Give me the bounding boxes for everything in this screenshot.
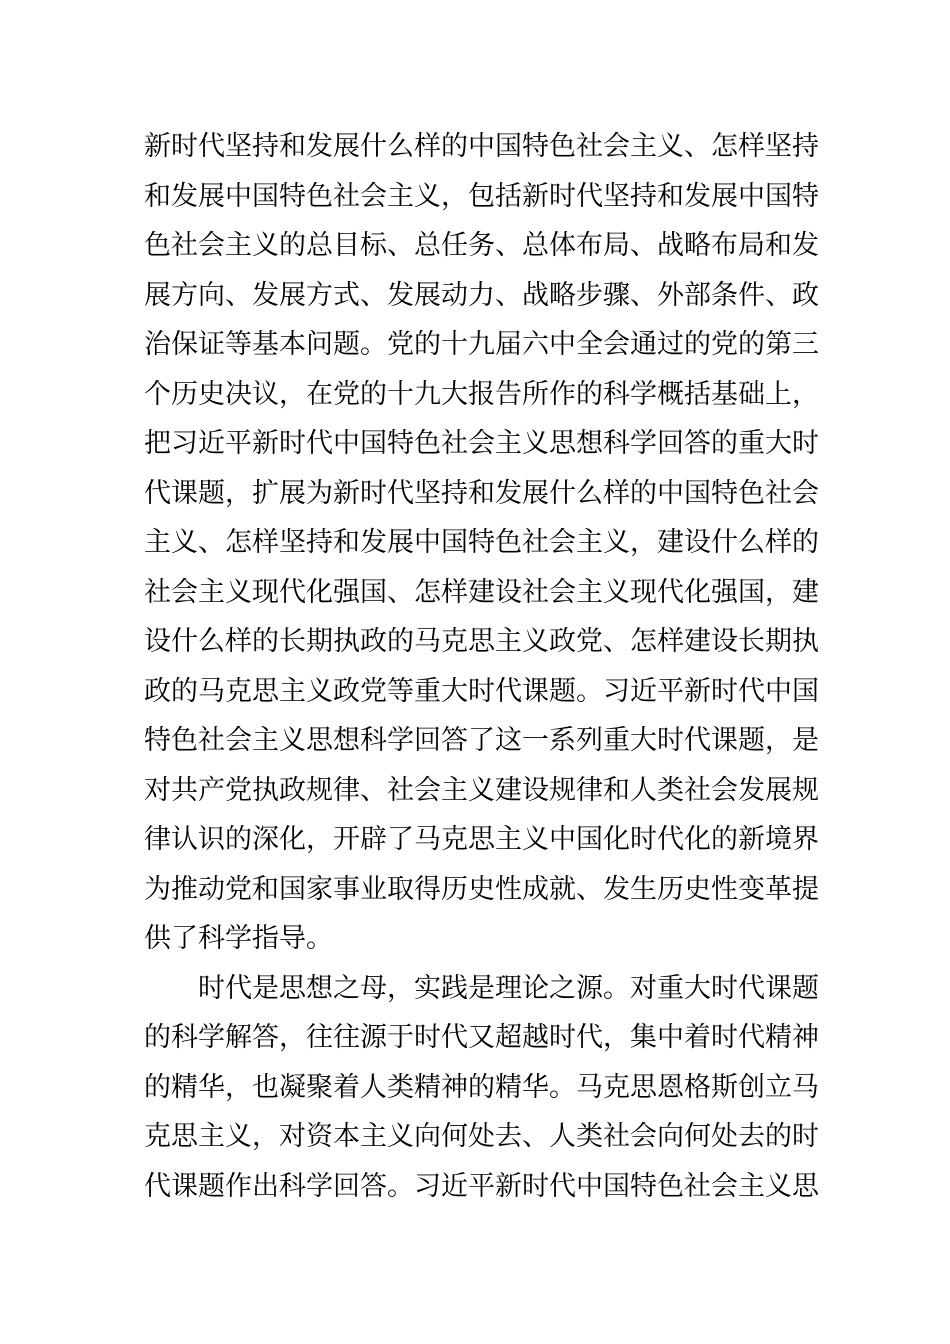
paragraph-1	[144, 122, 819, 964]
text-line: 色社会主义的总目标、总任务、总体布局、战略布局和发	[144, 230, 819, 261]
body-text	[144, 122, 819, 1211]
text-line: 展方向、发展方式、发展动力、战略步骤、外部条件、政	[144, 279, 819, 311]
text-line: 律认识的深化，开辟了马克思主义中国化时代化的新境界	[144, 824, 819, 855]
text-line: 个历史决议，在党的十九大报告所作的科学概括基础上，	[144, 378, 819, 410]
text-line: 的科学解答，往往源于时代又超越时代，集中着时代精神	[144, 1022, 819, 1053]
text-line: 对共产党执政规律、社会主义建设规律和人类社会发展规	[144, 774, 819, 806]
text-line: 和发展中国特色社会主义，包括新时代坚持和发展中国特	[144, 180, 819, 212]
text-line: 特色社会主义思想科学回答了这一系列重大时代课题，是	[144, 725, 819, 756]
text-line: 为推动党和国家事业取得历史性成就、发生历史性变革提	[144, 873, 819, 905]
text-line: 的精华，也凝聚着人类精神的精华。马克思恩格斯创立马	[144, 1071, 819, 1103]
text-line: 主义、怎样坚持和发展中国特色社会主义，建设什么样的	[144, 527, 819, 558]
text-line: 时代是思想之母，实践是理论之源。对重大时代课题	[198, 972, 819, 1004]
text-line: 社会主义现代化强国、怎样建设社会主义现代化强国，建	[144, 576, 819, 608]
text-line: 新时代坚持和发展什么样的中国特色社会主义、怎样坚持	[144, 131, 819, 162]
text-line: 设什么样的长期执政的马克思主义政党、怎样建设长期执	[144, 626, 819, 657]
paragraph-2	[144, 964, 819, 1212]
text-line: 供了科学指导。	[144, 923, 333, 954]
text-line: 治保证等基本问题。党的十九届六中全会通过的党的第三	[144, 329, 819, 360]
text-line: 把习近平新时代中国特色社会主义思想科学回答的重大时	[144, 428, 819, 459]
text-line: 代课题作出科学回答。习近平新时代中国特色社会主义思	[144, 1170, 819, 1202]
text-line: 政的马克思主义政党等重大时代课题。习近平新时代中国	[144, 675, 819, 707]
text-line: 代课题，扩展为新时代坚持和发展什么样的中国特色社会	[144, 477, 819, 509]
text-line: 克思主义，对资本主义向何处去、人类社会向何处去的时	[144, 1121, 819, 1152]
